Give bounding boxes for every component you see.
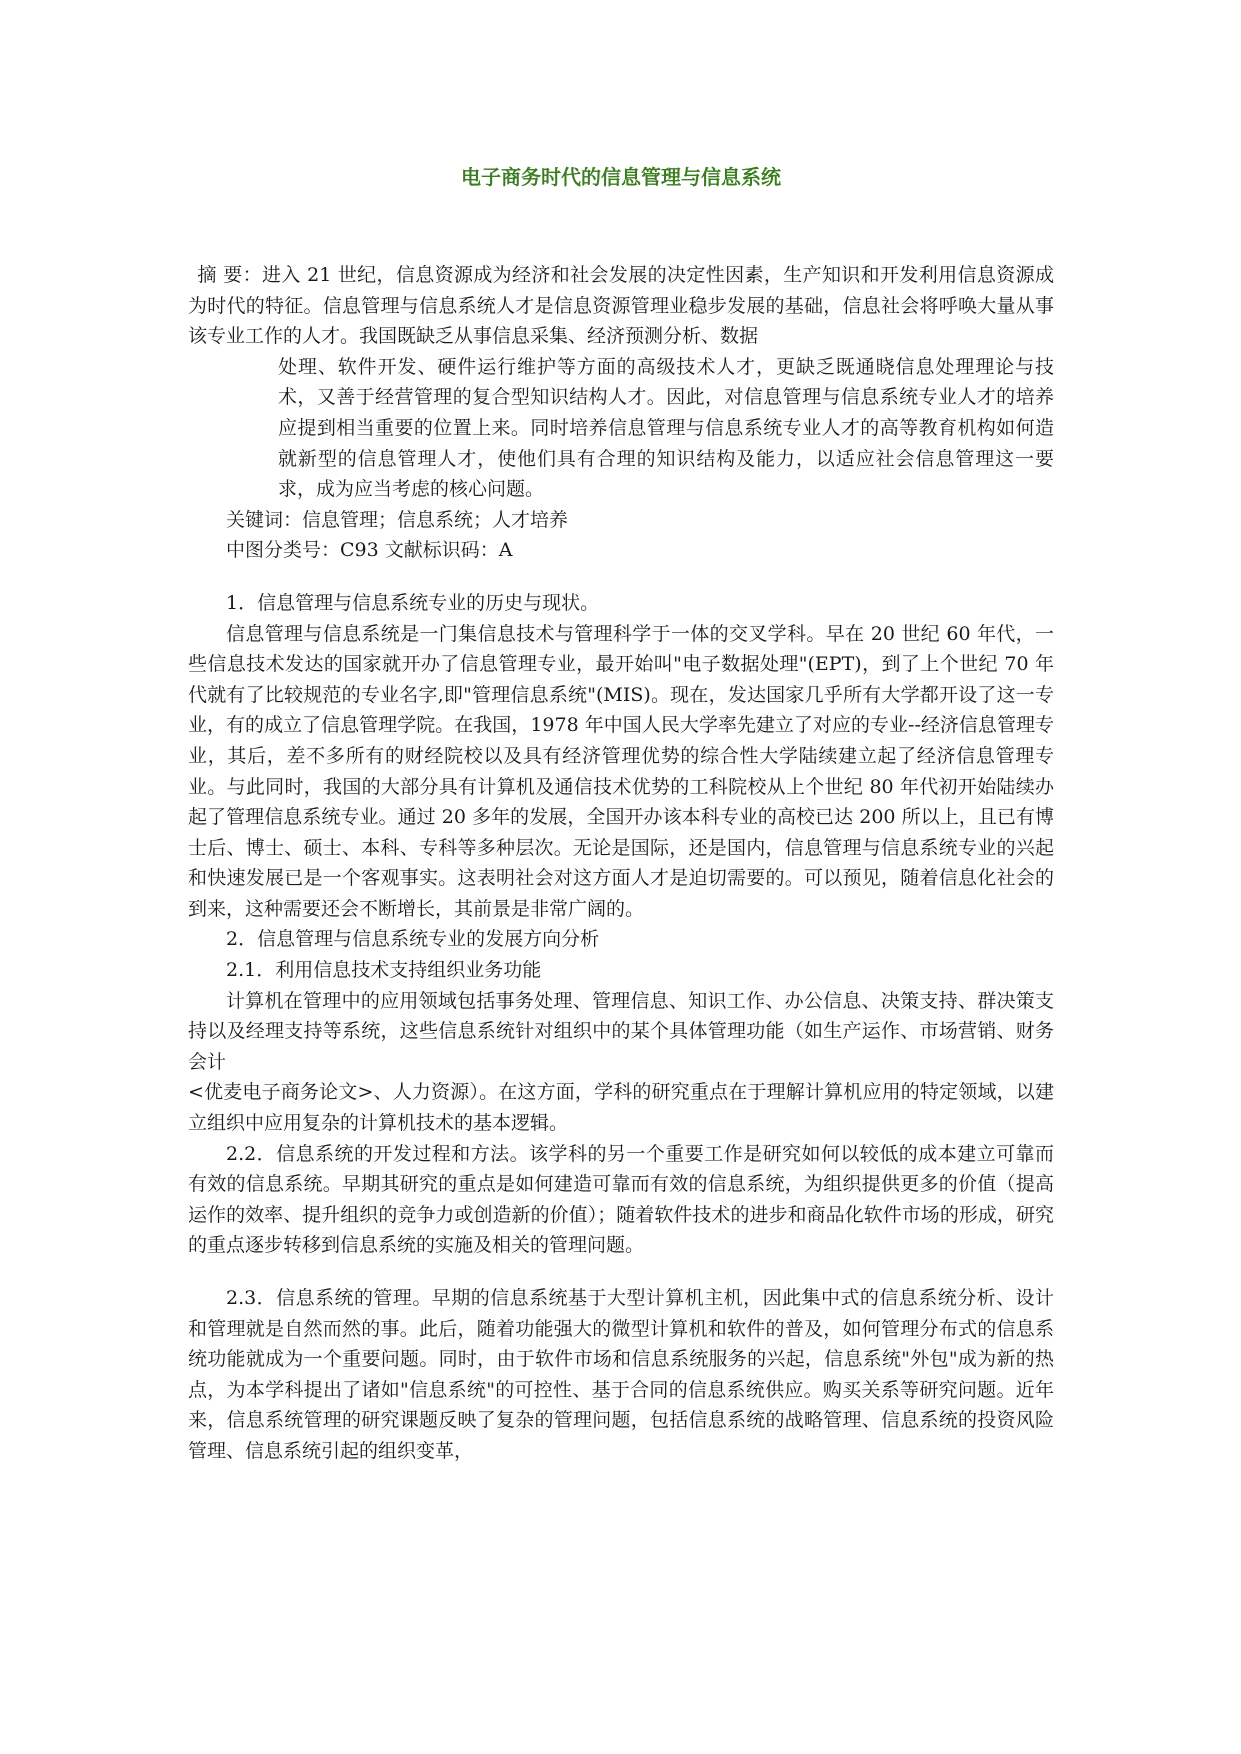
section-2-1-paragraph: 计算机在管理中的应用领域包括事务处理、管理信息、知识工作、办公信息、决策支持、群决策支持以及经理支持等系统，这些信息系统针对组织中的某个具体管理功能（如生产运作、市场营销、财务会计 [188, 989, 1054, 1073]
section-2-1-paragraph-continued: <优麦电子商务论文>、人力资源）。在这方面，学科的研究重点在于理解计算机应用的特定领域，以建立组织中应用复杂的计算机技术的基本逻辑。 [188, 1081, 1054, 1135]
section-2-3-paragraph: 2.3．信息系统的管理。早期的信息系统基于大型计算机主机，因此集中式的信息系统分析、设计和管理就是自然而然的事。此后，随着功能强大的微型计算机和软件的普及，如何管理分布式的信息系统功能就成为一个重要问题。同时，由于软件市场和信息系统服务的兴起，信息系统"外包"成为新的热点，为本学科提出了诸如"信息系统"的可控性、基于合同的信息系统供应。购买关系等研究问题。近年来，信息系统管理的研究课题反映了复杂的管理问题，包括信息系统的战略管理、信息系统的投资风险管理、信息系统引起的组织变革， [188, 1287, 1054, 1462]
document-page [188, 0, 1054, 1754]
classification-line: 中图分类号：C93 文献标识码：A [226, 539, 513, 562]
abstract-continuation: 处理、软件开发、硬件运行维护等方面的高级技术人才，更缺乏既通晓信息处理理论与技术，又善于经营管理的复合型知识结构人才。因此，对信息管理与信息系统专业人才的培养应提到相当重要的位置上来。同时培养信息管理与信息系统专业人才的高等教育机构如何造就新型的信息管理人才，使他们具有合理的知识结构及能力，以适应社会信息管理这一要求，成为应当考虑的核心问题。 [278, 355, 1054, 501]
section-2-2-paragraph: 2.2．信息系统的开发过程和方法。该学科的另一个重要工作是研究如何以较低的成本建立可靠而有效的信息系统。早期其研究的重点是如何建造可靠而有效的信息系统，为组织提供更多的价值（提高运作的效率、提升组织的竞争力或创造新的价值）；随着软件技术的进步和商品化软件市场的形成，研究的重点逐步转移到信息系统的实施及相关的管理问题。 [188, 1142, 1054, 1257]
document-title: 电子商务时代的信息管理与信息系统 [461, 165, 781, 189]
section-2-1-heading: 2.1．利用信息技术支持组织业务功能 [226, 959, 542, 982]
blank-line [188, 1261, 1054, 1283]
keywords-line: 关键词：信息管理；信息系统；人才培养 [226, 508, 569, 531]
blank-line [188, 566, 1054, 588]
abstract-paragraph: 摘 要：进入 21 世纪，信息资源成为经济和社会发展的决定性因素，生产知识和开发利用信息资源成为时代的特征。信息管理与信息系统人才是信息资源管理业稳步发展的基础，信息社会将呼唤大量从事该专业工作的人才。我国既缺乏从事信息采集、经济预测分析、数据 [188, 264, 1054, 348]
section-2-heading: 2．信息管理与信息系统专业的发展方向分析 [226, 928, 600, 951]
document-body [188, 260, 1054, 1467]
section-1-paragraph: 信息管理与信息系统是一门集信息技术与管理科学于一体的交叉学科。早在 20 世纪 60 年代，一些信息技术发达的国家就开办了信息管理专业，最开始叫"电子数据处理"(EPT)，到了上个世纪 70 年代就有了比较规范的专业名字,即"管理信息系统"(MIS)。现在，发达国家几乎所有大学都开设了这一专业，有的成立了信息管理学院。在我国，1978 年中国人民大学率先建立了对应的专业--经济信息管理专业，其后，差不多所有的财经院校以及具有经济管理优势的综合性大学陆续建立起了经济信息管理专业。与此同时，我国的大部分具有计算机及通信技术优势的工科院校从上个世纪 80 年代初开始陆续办起了管理信息系统专业。通过 20 多年的发展，全国开办该本科专业的高校已达 200 所以上，且已有博士后、博士、硕士、本科、专科等多种层次。无论是国际，还是国内，信息管理与信息系统专业的兴起和快速发展已是一个客观事实。这表明社会对这方面人才是迫切需要的。可以预见，随着信息化社会的到来，这种需要还会不断增长，其前景是非常广阔的。 [188, 622, 1054, 920]
section-1-heading: 1．信息管理与信息系统专业的历史与现状。 [226, 591, 600, 614]
